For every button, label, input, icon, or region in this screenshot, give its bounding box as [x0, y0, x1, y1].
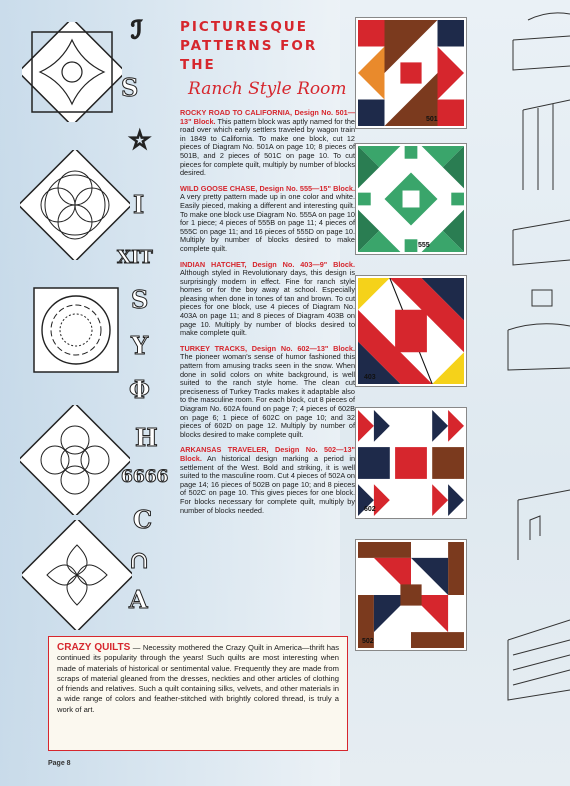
crazy-quilts-body: — Necessity mothered the Crazy Quilt in America—thrift has continued its popularity through the years! Such quilts are most interesting when made of materials of historical or sentimental value. Frequently they are made from scraps of material gleaned from the dresses, neckties and other articles of clothing of friends and relatives. Such a quilt containing silks, velvets, and other materials in a wide range of colors and feather-stitched with brightly colored thread, is truly a work of art.	[57, 643, 340, 714]
quilt-block-602	[356, 408, 466, 518]
brand-glyph: S	[131, 285, 149, 314]
headline-line1: PICTURESQUE	[180, 19, 308, 35]
entry-body: Although styled in Revolutionary days, this design is surprisingly modern in effect. Fine for ranch style homes or for the boy away at school. Especially pleasing when done in tones of tan and brown. To cut pieces for one block, use 4 pieces of Diagram No. 403A on page 11; and 8 pieces of Diagram 403B on page 10. Multiply by number of blocks desired to make complete quilt.	[180, 268, 355, 338]
brand-glyph: A	[129, 585, 148, 614]
brand-glyph: C	[133, 505, 153, 534]
quilt-number: 501	[426, 116, 438, 123]
quilt-502-graphic	[358, 542, 464, 648]
entry-body: A very pretty pattern made up in one color and white. Easily pieced, making a different and interesting quilt. To make one block use Diagram No. 555A on page 10 for 1 piece; 4 pieces of 555B on page 11; 4 pieces of 555C on page 11; and 16 pieces of 555D on page 10. Multiply by number of blocks desired to make complete quilt.	[180, 192, 355, 253]
quilt-602-graphic	[358, 410, 464, 516]
brand-glyph: ℐ	[131, 15, 143, 44]
quilt-number: 502	[362, 638, 374, 645]
brand-glyph: I	[133, 190, 145, 219]
quilt-block-403	[356, 276, 466, 386]
entry-title: WILD GOOSE CHASE, Design No. 555—15" Block.	[180, 183, 355, 193]
star-flower-motif	[22, 22, 122, 122]
entry-body: The pioneer woman's sense of humor fashioned this pattern from amusing tracks seen in the snow. When done in solid colors on white background, is well suited to the ranch style home. The clean cut preciseness of Turkey Tracks makes it adaptable also to the masculine room. For each block, cut 8 pieces of Diagram No. 602A found on page 7; 4 pieces of 602B on page 6; 1 piece of 602C on page 10; and 32 pieces of 602D on page 12. Multiply by number of blocks desired to make complete quilt.	[180, 352, 355, 439]
entry-indian-hatchet	[180, 261, 355, 338]
entry-title: ARKANSAS TRAVELER, Design No. 502—13" Block.	[180, 445, 355, 463]
entry-title: INDIAN HATCHET, Design No. 403—9" Block.	[180, 259, 355, 269]
crazy-quilts-title: CRAZY QUILTS	[57, 642, 131, 653]
brand-glyph: S	[121, 73, 139, 102]
quilt-501-graphic	[358, 20, 464, 126]
brand-glyph: Y	[131, 331, 149, 360]
quilt-block-501	[356, 18, 466, 128]
circles-motif	[20, 150, 130, 260]
ring-motif	[20, 405, 130, 515]
entry-turkey-tracks	[180, 345, 355, 440]
quilt-number: 602	[364, 506, 376, 513]
brand-glyph: H	[135, 423, 158, 452]
brand-xit: XIT	[117, 247, 153, 268]
brand-6666: 6666	[121, 467, 169, 487]
entry-body: An historical design marking a period in settlement of the West. Bold and striking, it is well suited to the masculine room. Cut 4 pieces of 502A on page 14; 16 pieces of 502B on page 10; and 8 pieces of 502C on page 10. This gives pieces for one block. For blocks necessary for complete quilt, multiply by number of blocks needed.	[180, 453, 355, 515]
feather-wreath-motif	[26, 280, 126, 380]
quilt-403-graphic	[358, 278, 464, 384]
entry-wild-goose	[180, 185, 355, 254]
brand-star-icon: ☆	[129, 125, 151, 154]
bedroom-sketch	[468, 0, 570, 786]
quilt-block-502	[356, 540, 466, 650]
entry-title: TURKEY TRACKS, Design No. 602—13" Block.	[180, 343, 355, 353]
entry-body: This pattern block was aptly named for the road over which early settlers traveled by wagon train in 1849 to California. To make one block, cut 12 pieces of Diagram No. 501A on page 10; 8 pieces of 501B, and 2 pieces of 501C on page 10. To cut pieces for complete quilt, multiply by number of blocks desired.	[180, 116, 355, 178]
cattle-brands	[115, 15, 175, 635]
entry-title: ROCKY ROAD TO CALIFORNIA, Design No. 501—13" Block.	[180, 108, 355, 126]
quilt-block-555	[356, 144, 466, 254]
quilt-number: 403	[364, 374, 376, 381]
quilt-number: 555	[418, 242, 430, 249]
brand-glyph: ∩	[129, 545, 150, 574]
article-text	[180, 18, 355, 522]
quilt-555-graphic	[358, 146, 464, 252]
crazy-quilts-box	[48, 636, 348, 751]
page-number: Page 8	[48, 760, 71, 767]
headline-line2: PATTERNS FOR THE	[180, 38, 318, 73]
headline-subtitle: Ranch Style Room	[188, 79, 347, 99]
entry-rocky-road	[180, 109, 355, 178]
brand-glyph: Φ	[129, 375, 150, 404]
entry-arkansas-traveler	[180, 446, 355, 515]
